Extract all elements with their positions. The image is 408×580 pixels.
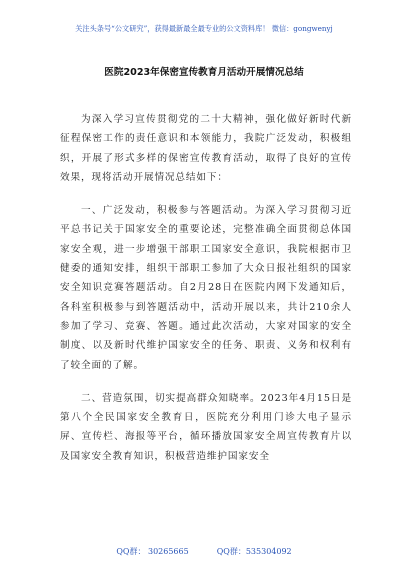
- document-title: 医院2023年保密宣传教育月活动开展情况总结: [104, 67, 304, 78]
- document-body: [60, 110, 352, 480]
- promo-banner: 关注头条号“公文研究”，获得最新最全最专业的公文资料库！ 微信：gongwenyj: [75, 24, 333, 33]
- paragraph-intro: 为深入学习宣传贯彻党的二十大精神，强化做好新时代新征程保密工作的责任意识和本领能力，我院广泛发动，积极组织，开展了形式多样的保密宣传教育活动，取得了良好的宣传效果，现将活动开展情况总结如下：: [60, 114, 352, 183]
- qq-group-1: QQ群： 30265665: [116, 547, 189, 556]
- footer-contact: [0, 546, 408, 558]
- paragraph-section-1: 一、广泛发动，积极参与答题活动。为深入学习贯彻习近平总书记关于国家安全的重要论述，完整准确全面贯彻总体国家安全观，进一步增强干部职工国家安全意识，我院根据市卫健委的通知安排，组织干部职工参加了大众日报社组织的国家安全知识竞赛答题活动。自2月28日在医院内网下发通知后，各科室积极参与到答题活动中，活动开展以来，共计210余人参加了学习、竞赛、答题。通过此次活动，大家对国家的安全制度、以及新时代维护国家安全的任务、职责、义务和权利有了较全面的了解。: [60, 205, 352, 371]
- qq-group-2: QQ群：535304092: [216, 547, 292, 556]
- paragraph-section-2: 二、营造氛围，切实提高群众知晓率。2023年4月15日是第八个全民国家安全教育日，医院充分利用门诊大电子显示屏、宣传栏、海报等平台，循环播放国家安全周宣传教育片以及国家安全教育知识，积极营造维护国家安全: [60, 392, 352, 462]
